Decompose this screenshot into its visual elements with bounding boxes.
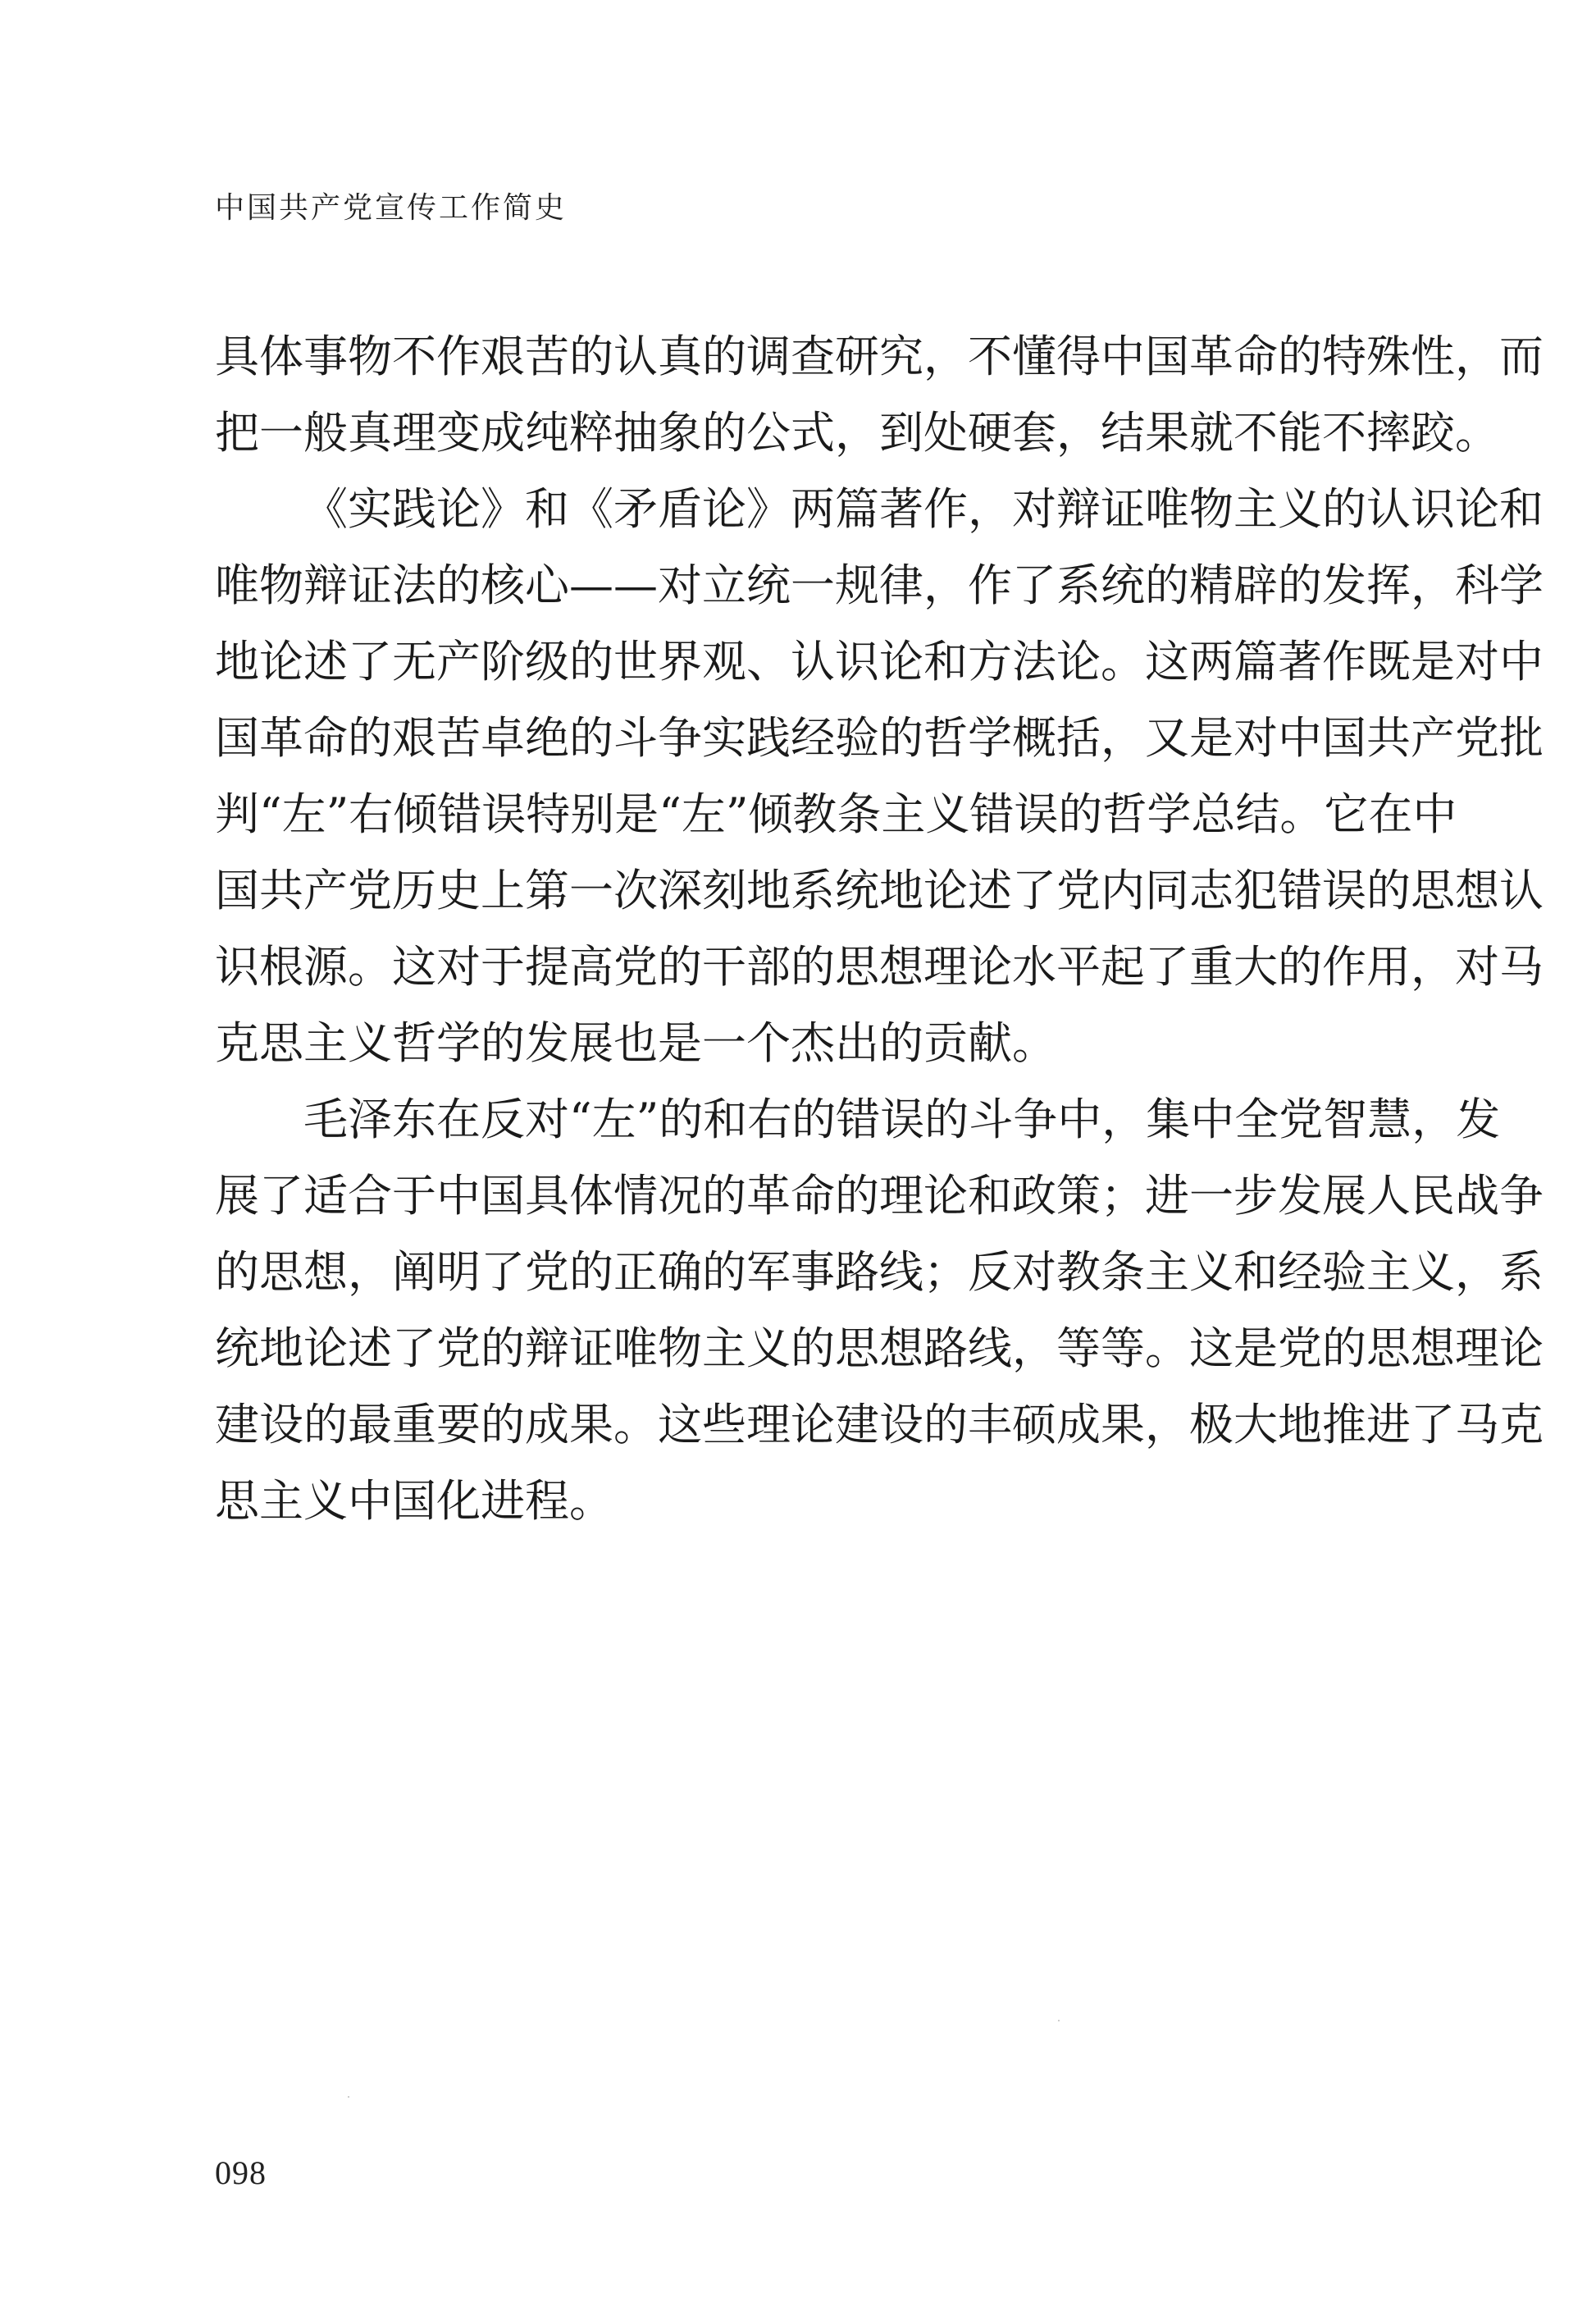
text-line: 地论述了无产阶级的世界观、认识论和方法论。这两篇著作既是对中 [215,636,1544,687]
text-line: 国革命的艰苦卓绝的斗争实践经验的哲学概括，又是对中国共产党批 [215,712,1544,764]
text-line: 建设的最重要的成果。这些理论建设的丰硕成果，极大地推进了马克 [215,1399,1544,1450]
scan-speck [1058,2020,1060,2021]
text-line: 唯物辩证法的核心——对立统一规律，作了系统的精辟的发挥，科学 [215,559,1544,611]
text-line: 克思主义哲学的发展也是一个杰出的贡献。 [215,1017,1056,1069]
scan-speck [348,2096,349,2098]
text-line: 展了适合于中国具体情况的革命的理论和政策；进一步发展人民战争 [215,1170,1544,1222]
text-line: 的思想，阐明了党的正确的军事路线；反对教条主义和经验主义，系 [215,1246,1544,1298]
text-line: 把一般真理变成纯粹抽象的公式，到处硬套，结果就不能不摔跤。 [215,407,1499,459]
text-line: 毛泽东在反对“左”的和右的错误的斗争中，集中全党智慧，发 [303,1094,1501,1145]
text-line: 识根源。这对于提高党的干部的思想理论水平起了重大的作用，对马 [215,941,1544,993]
body-text [215,318,1544,1539]
paragraph [215,1081,1544,1539]
page-number: 098 [215,2154,267,2191]
paragraph [215,318,1544,471]
text-line: 具体事物不作艰苦的认真的调查研究，不懂得中国革命的特殊性，而 [215,331,1544,382]
text-line: 判“左”右倾错误特别是“左”倾教条主义错误的哲学总结。它在中 [215,788,1457,840]
text-line: 国共产党历史上第一次深刻地系统地论述了党内同志犯错误的思想认 [215,865,1544,916]
text-line: 统地论述了党的辩证唯物主义的思想路线，等等。这是党的思想理论 [215,1322,1544,1374]
paragraph [215,471,1544,1081]
running-header: 中国共产党宣传工作简史 [215,191,568,225]
text-line: 《实践论》和《矛盾论》两篇著作，对辩证唯物主义的认识论和 [303,483,1544,535]
text-line: 思主义中国化进程。 [215,1475,613,1527]
